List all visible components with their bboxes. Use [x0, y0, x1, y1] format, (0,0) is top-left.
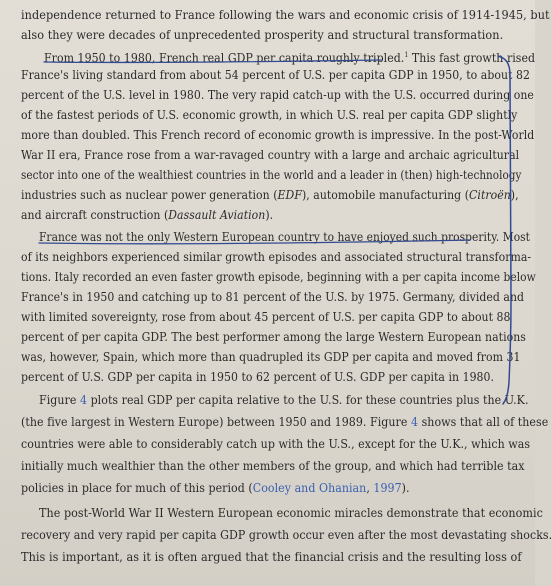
text-line-25 [39, 505, 543, 521]
line-text: policies in place for much of this period ( [21, 480, 253, 495]
citation-link-year[interactable]: 1997 [373, 480, 402, 495]
line-text: was, however, Spain, which more than quadrupled its GDP per capita and moved from 31 [21, 349, 521, 364]
line-text: countries were able to considerably catch up with the U.S., except for the U.K., which was [21, 436, 531, 451]
line-text: recovery and very rapid per capita GDP growth occur even after the most devastating shocks. [21, 527, 552, 542]
line-text: (the five largest in Western Europe) between 1950 and 1989. Figure [21, 414, 411, 429]
text-line-23 [21, 458, 525, 474]
underlined-sentence: From 1950 to 1980, French real GDP per capita roughly tripled. [44, 50, 405, 66]
company-edf: EDF [277, 187, 302, 202]
company-dassault: Dassault Aviation [168, 207, 266, 222]
text-line-17 [21, 329, 526, 345]
line-text: War II era, France rose from a war-ravaged country with a large and archaic agricultural [21, 147, 520, 162]
line-text: and aircraft construction ( [21, 207, 169, 222]
line-text: industries such as nuclear power generation ( [21, 187, 278, 202]
line-text: This fast growth rised [408, 50, 536, 66]
text-line-8 [21, 147, 519, 163]
text-line-6 [21, 107, 517, 123]
text-line-24 [21, 480, 410, 496]
line-text: initially much wealthier than the other members of the group, and which had terrible tax [21, 458, 525, 473]
text-line-7 [21, 127, 534, 143]
text-line-18 [21, 349, 520, 365]
line-text: independence returned to France following the wars and economic crisis of 1914-1945, but [21, 7, 550, 22]
text-line-15 [21, 289, 524, 305]
text-line-2 [21, 27, 503, 43]
text-line-13 [21, 249, 531, 265]
text-line-22 [21, 436, 530, 452]
line-text: Figure [39, 392, 80, 407]
text-line-20 [39, 392, 529, 408]
line-text: ), automobile manufacturing ( [301, 187, 470, 202]
line-text: tions. Italy recorded an even faster growth episode, beginning with a per capita income below [21, 269, 536, 284]
text-line-9 [21, 167, 521, 183]
line-text: France's in 1950 and catching up to 81 percent of the U.S. by 1975. Germany, divided and [21, 289, 525, 304]
text-line-14 [21, 269, 536, 285]
line-text: of the fastest periods of U.S. economic growth, in which U.S. real per capita GDP slightly [21, 107, 518, 122]
line-text: ). [401, 480, 410, 495]
line-text: France's living standard from about 54 percent of U.S. per capita GDP in 1950, to about 82 [21, 67, 530, 82]
text-line-26 [21, 527, 552, 543]
text-line-4 [21, 67, 530, 83]
line-text: with limited sovereignty, rose from about 45 percent of U.S. per capita GDP to about 88 [21, 309, 511, 324]
line-text: of its neighbors experienced similar growth episodes and associated structural transforma- [21, 249, 532, 264]
line-text: also they were decades of unprecedented prosperity and structural transformation. [21, 27, 504, 42]
text-line-10 [21, 187, 519, 203]
line-text: This is important, as it is often argued that the financial crisis and the resulting loss of [21, 549, 522, 564]
text-line-12 [39, 229, 530, 245]
line-text: shows that all of these [418, 414, 549, 429]
text-line-5 [21, 87, 534, 103]
line-text: ). [265, 207, 274, 222]
text-line-1 [21, 7, 550, 23]
text-line-3 [44, 47, 535, 66]
line-text: percent of U.S. GDP per capita in 1950 to 62 percent of U.S. GDP per capita in 1980. [21, 369, 495, 384]
text-line-27 [21, 549, 522, 565]
line-text: more than doubled. This French record of economic growth is impressive. In the post-World [21, 127, 535, 142]
line-text: percent of per capita GDP. The best performer among the large Western European nations [21, 329, 526, 344]
figure-4-link[interactable]: 4 [79, 392, 88, 407]
text-line-19 [21, 369, 494, 385]
line-text: ), [510, 187, 519, 202]
line-text: The post-World War II Western European economic miracles demonstrate that economic [39, 505, 543, 520]
underlined-sentence: France was not the only Western European country to have enjoyed such prosperity. Most [39, 229, 530, 244]
line-text: plots real GDP per capita relative to the U.S. for these countries plus the U.K. [87, 392, 529, 407]
footnote-marker[interactable]: 1 [404, 51, 409, 59]
text-line-11 [21, 207, 273, 223]
citation-link-authors[interactable]: Cooley and Ohanian [252, 480, 367, 495]
figure-4-link[interactable]: 4 [410, 414, 419, 429]
text-line-21 [21, 414, 548, 430]
company-citroen: Citroën [469, 187, 511, 202]
line-text: sector into one of the wealthiest countries in the world and a leader in (then) high-technology [21, 167, 522, 182]
line-text: percent of the U.S. level in 1980. The very rapid catch-up with the U.S. occurred during one [21, 87, 534, 102]
text-line-16 [21, 309, 511, 325]
line-text: , [366, 480, 374, 495]
